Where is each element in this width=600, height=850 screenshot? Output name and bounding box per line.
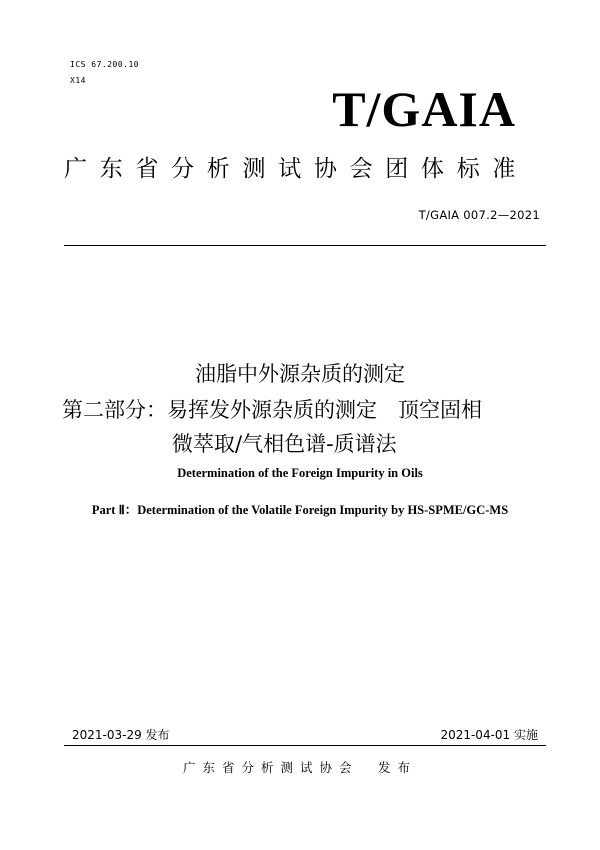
publish-date: 2021-03-29 发布 [72,728,170,742]
top-divider [64,245,546,246]
organization-standard-title: 广东省分析测试协会团体标准 [64,156,529,182]
english-title: Determination of the Foreign Impurity in Oils [177,466,423,480]
standard-logo: T/GAIA [332,81,516,137]
english-subtitle: Part Ⅱ：Determination of the Volatile Foreign Impurity by HS-SPME/GC-MS [91,503,509,517]
implement-date: 2021-04-01 实施 [440,728,538,742]
ccs-code: X14 [70,76,86,85]
publisher: 广东省分析测试协会 发布 [182,760,417,775]
ics-code: ICS 67.200.10 [70,60,140,69]
chinese-title-line-1: 油脂中外源杂质的测定 [195,362,405,386]
chinese-title-line-3: 微萃取/气相色谱-质谱法 [172,432,397,456]
bottom-divider [64,745,546,746]
standard-number: T/GAIA 007.2—2021 [418,208,540,222]
chinese-title-line-2: 第二部分：易挥发外源杂质的测定 顶空固相 [62,398,482,422]
